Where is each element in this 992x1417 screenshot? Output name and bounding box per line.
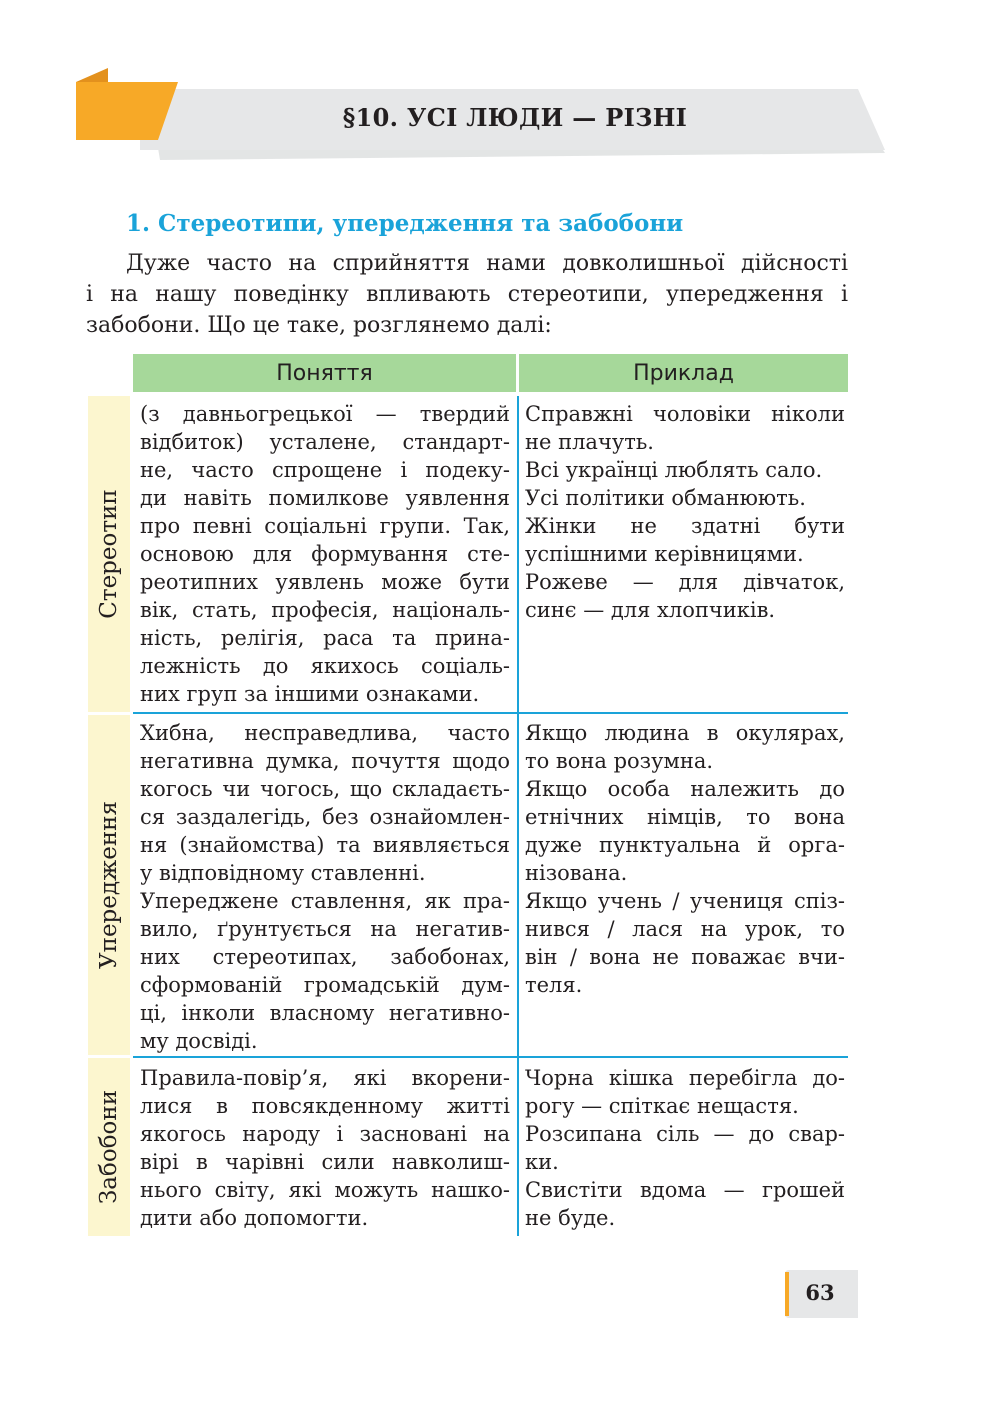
concept-cell-stereotype bbox=[140, 400, 510, 708]
text-line: якогось народу і засновані на bbox=[140, 1122, 510, 1146]
column-header-example: Приклад bbox=[519, 354, 848, 392]
concepts-table bbox=[88, 354, 848, 1236]
text-line: етнічних німців, то вона bbox=[525, 805, 845, 829]
text-line: нього світу, які можуть нашко- bbox=[140, 1178, 510, 1202]
page-number: 63 bbox=[805, 1280, 835, 1305]
text-line: вік, стать, професія, національ- bbox=[140, 598, 510, 622]
concept-cell-prejudice bbox=[140, 719, 510, 1055]
text-line: негативна думка, почуття щодо bbox=[140, 749, 510, 773]
chapter-header-band bbox=[0, 0, 992, 175]
row-label-text: Стереотип bbox=[96, 489, 122, 619]
text-line: реотипних уявлень може бути bbox=[140, 570, 510, 594]
text-line: Всі українці люблять сало. bbox=[525, 458, 823, 482]
text-line: нізована. bbox=[525, 861, 628, 885]
text-line: нився / лася на урок, то bbox=[525, 917, 845, 941]
text-line: рогу — спіткає нещастя. bbox=[525, 1094, 799, 1118]
text-line: Справжні чоловіки ніколи bbox=[525, 402, 845, 426]
intro-line: і на нашу поведінку впливають стереотипи, упередження і bbox=[86, 282, 848, 307]
text-line: Розсипана сіль — до свар- bbox=[525, 1122, 845, 1146]
intro-line: забобони. Що це таке, розглянемо далі: bbox=[86, 313, 552, 338]
text-line: ки. bbox=[525, 1150, 559, 1174]
example-cell-prejudice bbox=[525, 719, 845, 999]
intro-line: Дуже часто на сприйняття нами довколишньої дійсності bbox=[126, 251, 848, 276]
text-line: не, часто спрощене і подеку- bbox=[140, 458, 510, 482]
column-header-concept: Поняття bbox=[133, 354, 516, 392]
row-label-text: Забобони bbox=[96, 1089, 122, 1205]
text-line: Рожеве — для дівчаток, bbox=[525, 570, 845, 594]
text-line: Чорна кішка перебігла до- bbox=[525, 1066, 845, 1090]
text-line: ся заздалегідь, без ознайомлен- bbox=[140, 805, 510, 829]
text-line: Упереджене ставлення, як пра- bbox=[140, 889, 510, 913]
text-line: них стереотипах, забобонах, bbox=[140, 945, 510, 969]
text-line: Хибна, несправедлива, часто bbox=[140, 721, 510, 745]
text-line: відбиток) усталене, стандарт- bbox=[140, 430, 510, 454]
text-line: не буде. bbox=[525, 1206, 616, 1230]
chapter-title: §10. УСІ ЛЮДИ — РІЗНІ bbox=[342, 103, 688, 132]
text-line: він / вона не поважає вчи- bbox=[525, 945, 845, 969]
text-line: ня (знайомства) та виявляється bbox=[140, 833, 510, 857]
text-line: Жінки не здатні бути bbox=[525, 514, 845, 538]
text-line: ність, релігія, раса та прина- bbox=[140, 626, 510, 650]
text-line: основою для формування сте- bbox=[140, 542, 510, 566]
text-line: вило, ґрунтується на негатив- bbox=[140, 917, 510, 941]
intro-paragraph bbox=[86, 248, 848, 341]
text-line: дити або допомогти. bbox=[140, 1206, 369, 1230]
text-line: му досвіді. bbox=[140, 1029, 258, 1053]
section-heading: 1. Стереотипи, упередження та забобони bbox=[126, 210, 684, 237]
text-line: (з давньогрецької — твердий bbox=[140, 402, 510, 426]
row-divider bbox=[133, 1056, 848, 1058]
text-line: синє — для хлопчиків. bbox=[525, 598, 776, 622]
text-line: Якщо учень / учениця спіз- bbox=[525, 889, 845, 913]
text-line: ди навіть помилкове уявлення bbox=[140, 486, 510, 510]
concept-cell-superstition bbox=[140, 1064, 510, 1232]
text-line: то вона розумна. bbox=[525, 749, 714, 773]
text-line: лежність до якихось соціаль- bbox=[140, 654, 510, 678]
text-line: Свистіти вдома — грошей bbox=[525, 1178, 845, 1202]
text-line: Якщо людина в окулярах, bbox=[525, 721, 845, 745]
text-line: Правила-повір’я, які вкорени- bbox=[140, 1066, 510, 1090]
text-line: когось чи чогось, що складаєть- bbox=[140, 777, 510, 801]
text-line: ці, інколи власному негативно- bbox=[140, 1001, 510, 1025]
text-line: успішними керівницями. bbox=[525, 542, 804, 566]
text-line: сформованій громадській дум- bbox=[140, 973, 510, 997]
example-cell-superstition bbox=[525, 1064, 845, 1232]
text-line: теля. bbox=[525, 973, 583, 997]
example-cell-stereotype bbox=[525, 400, 845, 624]
row-label-text: Упередження bbox=[96, 801, 122, 969]
text-line: Усі політики обманюють. bbox=[525, 486, 806, 510]
text-line: про певні соціальні групи. Так, bbox=[140, 514, 510, 538]
text-line: них груп за іншими ознаками. bbox=[140, 682, 480, 706]
row-divider bbox=[133, 712, 848, 714]
column-divider bbox=[517, 396, 519, 1236]
text-line: вірі в чарівні сили навколиш- bbox=[140, 1150, 510, 1174]
text-line: лися в повсякденному житті bbox=[140, 1094, 510, 1118]
text-line: у відповідному ставленні. bbox=[140, 861, 426, 885]
row-label-stereotype bbox=[88, 396, 130, 712]
text-line: Якщо особа належить до bbox=[525, 777, 845, 801]
row-label-prejudice bbox=[88, 715, 130, 1055]
row-label-superstition bbox=[88, 1058, 130, 1236]
text-line: дуже пунктуальна й орга- bbox=[525, 833, 845, 857]
text-line: не плачуть. bbox=[525, 430, 654, 454]
